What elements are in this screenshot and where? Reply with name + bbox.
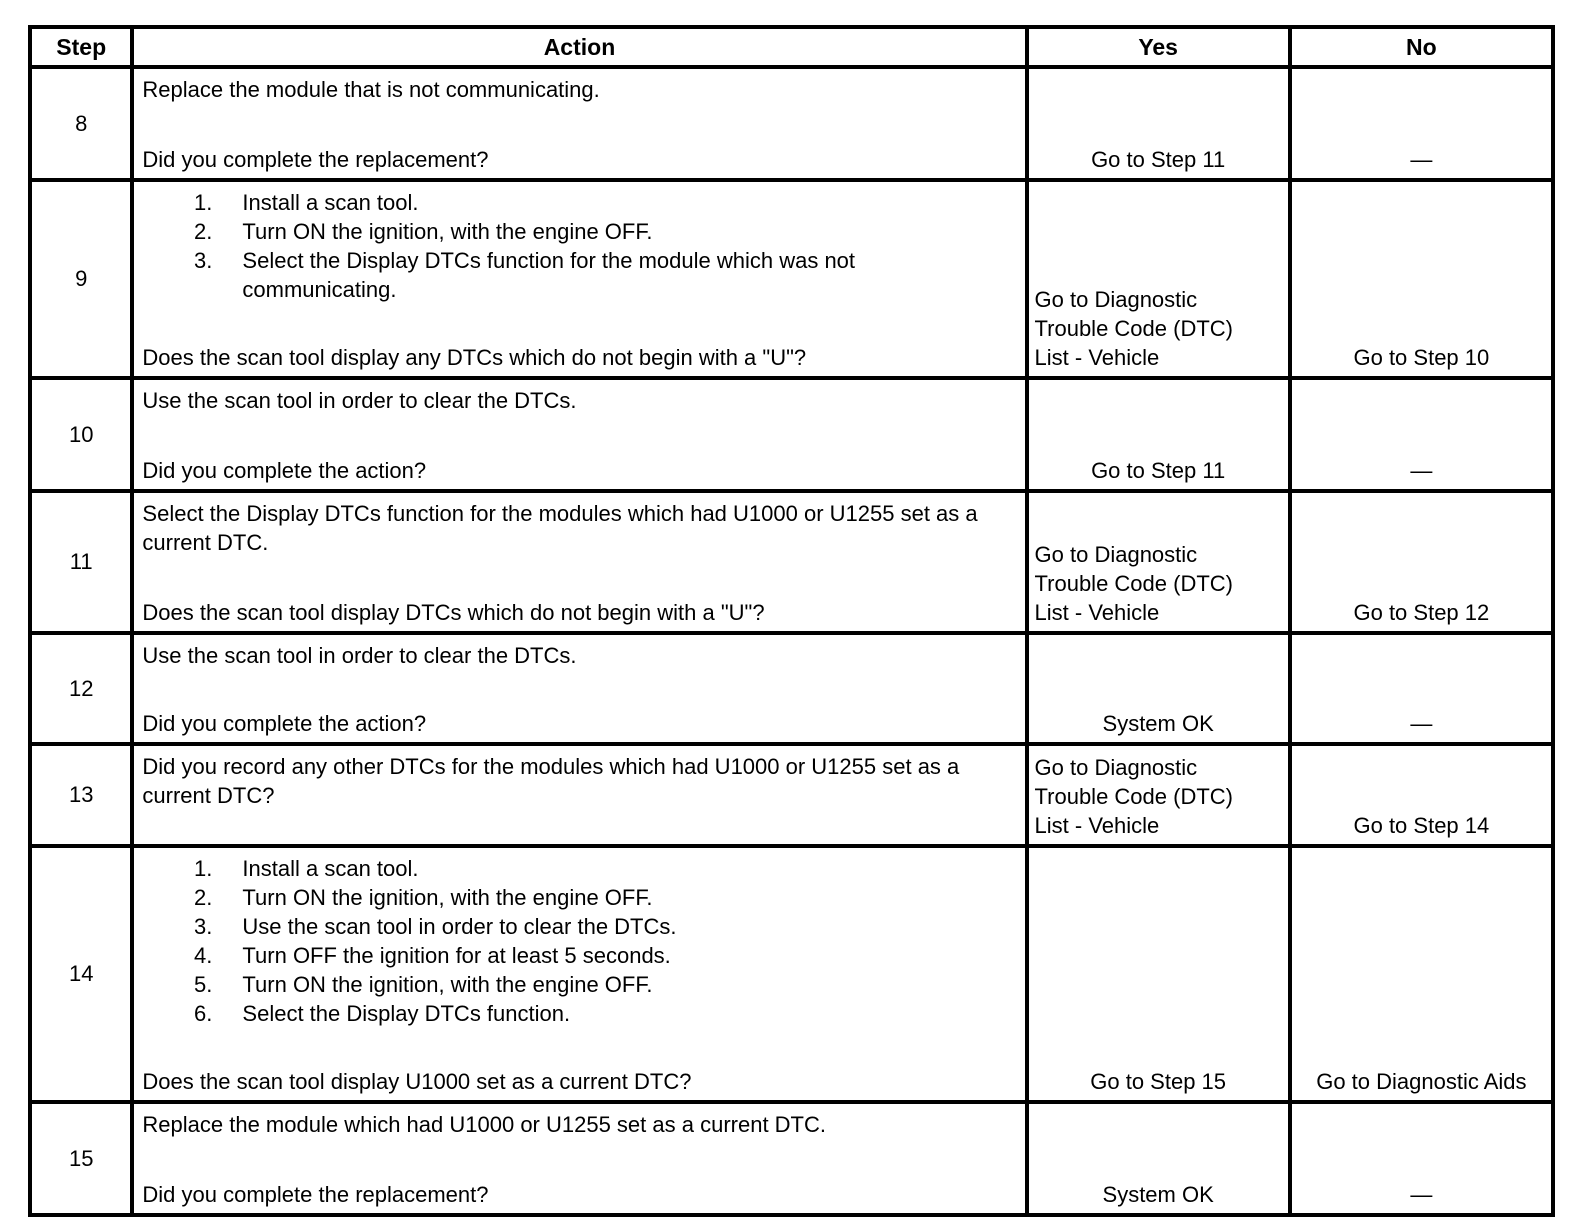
step-number: 10	[30, 378, 132, 491]
no-cell	[1290, 180, 1553, 378]
list-item: 3. Use the scan tool in order to clear the DTCs.	[194, 914, 677, 939]
table-row	[30, 378, 1553, 491]
table-row	[30, 180, 1553, 378]
yes-cell	[1027, 1102, 1290, 1215]
list-item: 4. Turn OFF the ignition for at least 5 seconds.	[194, 943, 671, 968]
list-item: 5. Turn ON the ignition, with the engine OFF.	[194, 972, 653, 997]
action-cell	[132, 491, 1026, 633]
no-cell	[1290, 67, 1553, 180]
action-question: Does the scan tool display DTCs which do not begin with a "U"?	[142, 600, 765, 625]
action-question: Does the scan tool display U1000 set as a current DTC?	[142, 1069, 692, 1094]
step-number: 13	[30, 744, 132, 846]
yes-cell	[1027, 491, 1290, 633]
action-cell	[132, 67, 1026, 180]
table-row	[30, 491, 1553, 633]
no-result: Go to Step 12	[1353, 600, 1490, 625]
no-cell	[1290, 744, 1553, 846]
action-cell	[132, 1102, 1026, 1215]
action-cell	[132, 378, 1026, 491]
yes-cell	[1027, 633, 1290, 744]
step-number: 11	[30, 491, 132, 633]
no-cell	[1290, 633, 1553, 744]
header-action: Action	[132, 27, 1026, 67]
no-cell	[1290, 491, 1553, 633]
yes-result: Go to Diagnostic Trouble Code (DTC) List - Vehicle	[1034, 542, 1233, 625]
action-steps-list	[142, 854, 1016, 1028]
table-row	[30, 846, 1553, 1102]
action-question: Did you complete the replacement?	[142, 1182, 489, 1207]
no-result: —	[1410, 147, 1433, 172]
header-yes: Yes	[1027, 27, 1290, 67]
no-result: —	[1410, 711, 1433, 736]
list-item: 1. Install a scan tool.	[194, 190, 419, 215]
action-text: Did you record any other DTCs for the modules which had U1000 or U1255 set as a current DTC?	[142, 754, 960, 808]
step-number: 12	[30, 633, 132, 744]
yes-result: Go to Step 15	[1090, 1069, 1227, 1094]
list-item: 2. Turn ON the ignition, with the engine OFF.	[194, 219, 653, 244]
step-number: 14	[30, 846, 132, 1102]
no-result: Go to Diagnostic Aids	[1316, 1069, 1527, 1094]
yes-result: Go to Diagnostic Trouble Code (DTC) List - Vehicle	[1034, 755, 1233, 838]
action-cell	[132, 744, 1026, 846]
action-cell	[132, 633, 1026, 744]
yes-cell	[1027, 846, 1290, 1102]
table-row	[30, 67, 1553, 180]
yes-cell	[1027, 378, 1290, 491]
yes-result: System OK	[1102, 1182, 1214, 1207]
list-item: 1. Install a scan tool.	[194, 856, 419, 881]
action-text: Replace the module that is not communicating.	[142, 77, 600, 102]
no-cell	[1290, 846, 1553, 1102]
action-question: Did you complete the action?	[142, 458, 427, 483]
yes-result: Go to Step 11	[1091, 458, 1226, 483]
yes-cell	[1027, 744, 1290, 846]
action-question: Did you complete the action?	[142, 711, 427, 736]
no-cell	[1290, 378, 1553, 491]
action-text: Replace the module which had U1000 or U1255 set as a current DTC.	[142, 1112, 826, 1137]
diagnostic-table	[28, 25, 1555, 1217]
action-question: Does the scan tool display any DTCs which do not begin with a "U"?	[142, 345, 807, 370]
no-result: Go to Step 10	[1353, 345, 1490, 370]
no-result: Go to Step 14	[1353, 813, 1490, 838]
no-result: —	[1410, 458, 1433, 483]
table-row	[30, 633, 1553, 744]
action-question: Did you complete the replacement?	[142, 147, 489, 172]
step-number: 9	[30, 180, 132, 378]
table-row	[30, 744, 1553, 846]
list-item: 3. Select the Display DTCs function for the module which was not communicating.	[194, 248, 856, 302]
table-row	[30, 1102, 1553, 1215]
header-no: No	[1290, 27, 1553, 67]
yes-cell	[1027, 180, 1290, 378]
action-cell	[132, 846, 1026, 1102]
no-result: —	[1410, 1182, 1433, 1207]
no-cell	[1290, 1102, 1553, 1215]
action-cell	[132, 180, 1026, 378]
step-number: 8	[30, 67, 132, 180]
action-text: Use the scan tool in order to clear the DTCs.	[142, 643, 577, 668]
action-text: Use the scan tool in order to clear the DTCs.	[142, 388, 577, 413]
action-text: Select the Display DTCs function for the modules which had U1000 or U1255 set as a current DTC.	[142, 501, 978, 555]
header-row	[30, 27, 1553, 67]
step-number: 15	[30, 1102, 132, 1215]
action-steps-list	[142, 188, 1016, 304]
yes-result: Go to Step 11	[1091, 147, 1226, 172]
yes-result: Go to Diagnostic Trouble Code (DTC) List - Vehicle	[1034, 287, 1233, 370]
list-item: 6. Select the Display DTCs function.	[194, 1001, 571, 1026]
yes-cell	[1027, 67, 1290, 180]
yes-result: System OK	[1102, 711, 1214, 736]
header-step: Step	[30, 27, 132, 67]
list-item: 2. Turn ON the ignition, with the engine OFF.	[194, 885, 653, 910]
